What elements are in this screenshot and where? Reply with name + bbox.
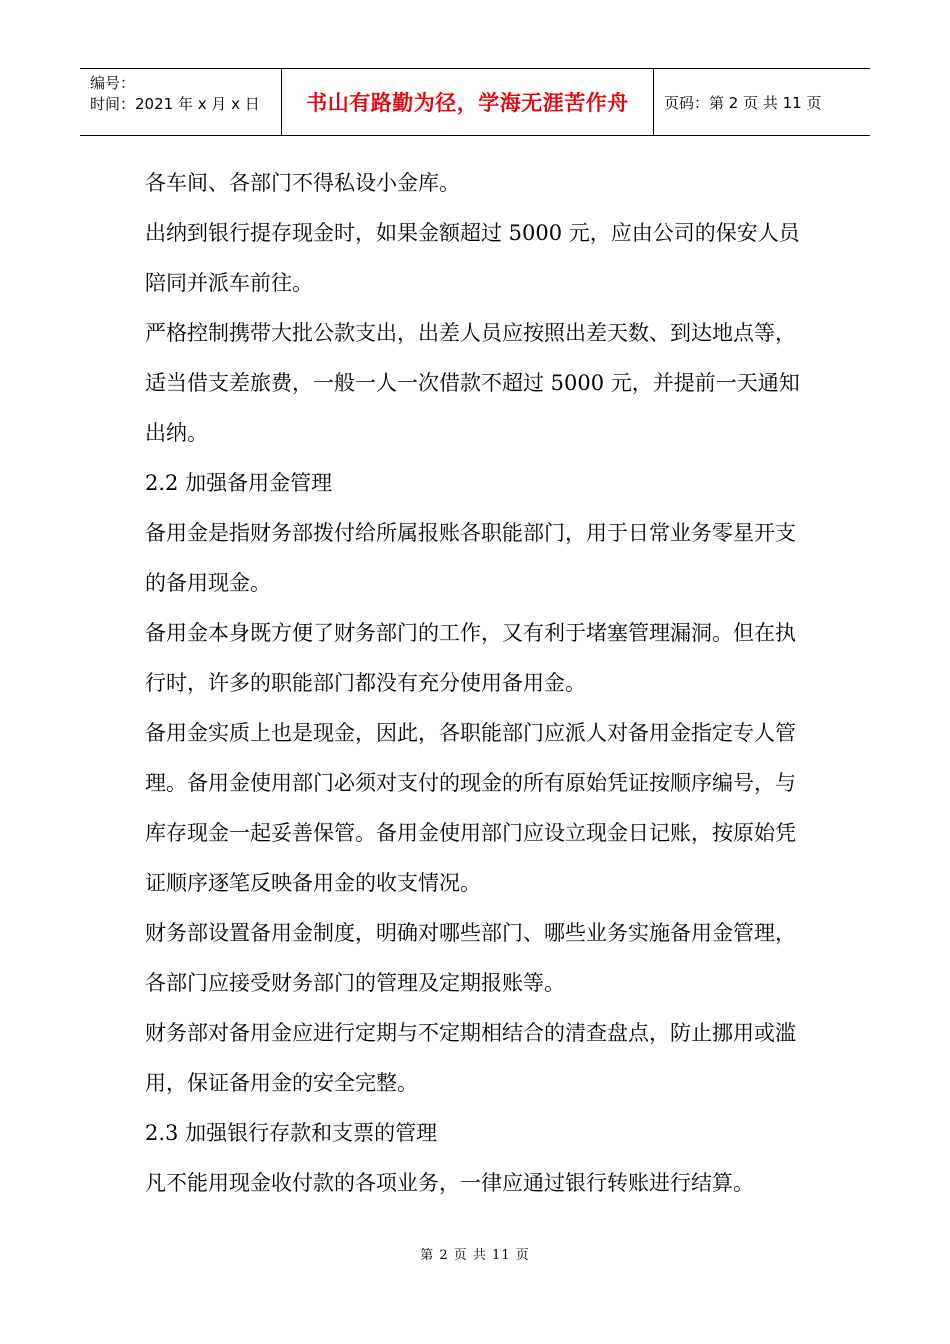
section-heading: 2.3 加强银行存款和支票的管理	[145, 1121, 438, 1145]
paragraph: 财务部对备用金应进行定期与不定期相结合的清查盘点，防止挪用或滥用，保证备用金的安全完整。	[145, 1021, 796, 1095]
header-meta	[80, 69, 282, 135]
paragraph: 严格控制携带大批公款支出，出差人员应按照出差天数、到达地点等，适当借支差旅费，一般一人一次借款不超过 5000 元，并提前一天通知出纳。	[145, 321, 800, 445]
paragraph: 备用金本身既方便了财务部门的工作，又有利于堵塞管理漏洞。但在执行时，许多的职能部门都没有充分使用备用金。	[145, 621, 796, 695]
page-footer: 第 2 页 共 11 页	[420, 1248, 530, 1263]
header-page-info: 页码：第 2 页 共 11 页	[664, 93, 822, 112]
body-text	[145, 158, 810, 1208]
page-header	[80, 68, 870, 136]
paragraph: 各车间、各部门不得私设小金库。	[145, 171, 460, 195]
paragraph: 出纳到银行提存现金时，如果金额超过 5000 元，应由公司的保安人员陪同并派车前往。	[145, 221, 800, 295]
header-motto: 书山有路勤为径，学海无涯苦作舟	[282, 69, 654, 135]
paragraph: 备用金实质上也是现金，因此，各职能部门应派人对备用金指定专人管理。备用金使用部门必须对支付的现金的所有原始凭证按顺序编号，与库存现金一起妥善保管。备用金使用部门应设立现金日记账，按原始凭证顺序逐笔反映备用金的收支情况。	[145, 721, 796, 895]
document-date: 时间：2021 年 x 月 x 日	[90, 95, 260, 113]
paragraph: 凡不能用现金收付款的各项业务，一律应通过银行转账进行结算。	[145, 1171, 754, 1195]
section-heading: 2.2 加强备用金管理	[145, 471, 333, 495]
paragraph: 财务部设置备用金制度，明确对哪些部门、哪些业务实施备用金管理，各部门应接受财务部门的管理及定期报账等。	[145, 921, 796, 995]
paragraph: 备用金是指财务部拨付给所属报账各职能部门，用于日常业务零星开支的备用现金。	[145, 521, 796, 595]
document-number-label: 编号：	[90, 74, 136, 92]
